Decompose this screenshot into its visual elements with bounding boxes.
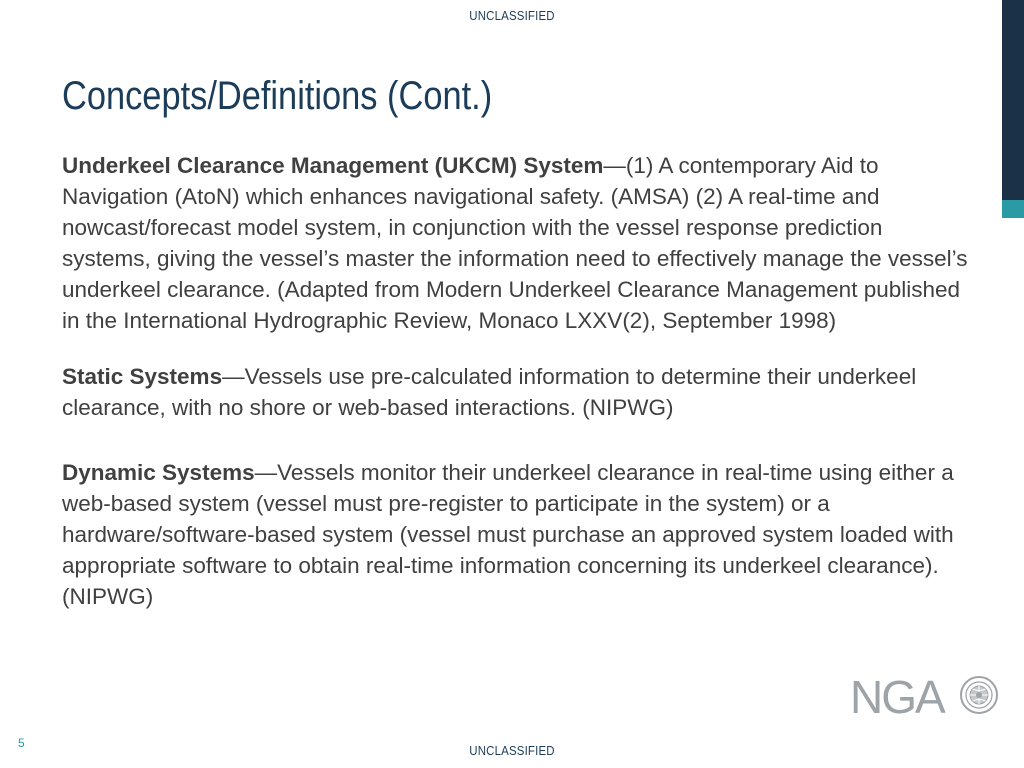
definition-static-systems <box>62 361 977 423</box>
definition-text: —Vessels monitor their underkeel clearance in real-time using either a web-based system (vessel must pre-register to participate in the system) or a hardware/software-based system (vessel must purchase an approved system loaded with appropriate software to obtain real-time information concerning its underkeel clearance). (NIPWG) <box>62 460 954 609</box>
definition-dynamic-systems <box>62 457 977 612</box>
definition-term: Static Systems <box>62 364 223 389</box>
definition-term: Dynamic Systems <box>62 460 255 485</box>
definition-text: —Vessels use pre-calculated information to determine their underkeel clearance, with no shore or web-based interactions. (NIPWG) <box>62 364 917 420</box>
page-number: 5 <box>18 736 25 750</box>
logo-wordmark: NGA <box>850 671 944 723</box>
right-accent-bar <box>1002 200 1024 218</box>
slide-title: Concepts/Definitions (Cont.) <box>62 74 493 118</box>
definitions-body <box>62 150 977 612</box>
definition-term: Underkeel Clearance Management (UKCM) System <box>62 153 604 178</box>
nga-logo <box>850 671 1000 723</box>
definition-ukcm <box>62 150 977 336</box>
classification-bottom: UNCLASSIFIED <box>469 743 555 758</box>
nga-seal-icon <box>960 676 998 714</box>
right-navy-bar <box>1002 0 1024 200</box>
definition-text: —(1) A contemporary Aid to Navigation (AtoN) which enhances navigational safety. (AMSA) (2) A real-time and nowcast/forecast model system, in conjunction with the vessel response prediction systems, giving the vessel’s master the information need to effectively manage the vessel’s underkeel clearance. (Adapted from Modern Underkeel Clearance Management published in the International Hydrographic Review, Monaco LXXV(2), September 1998) <box>62 153 968 333</box>
classification-top: UNCLASSIFIED <box>469 8 555 23</box>
